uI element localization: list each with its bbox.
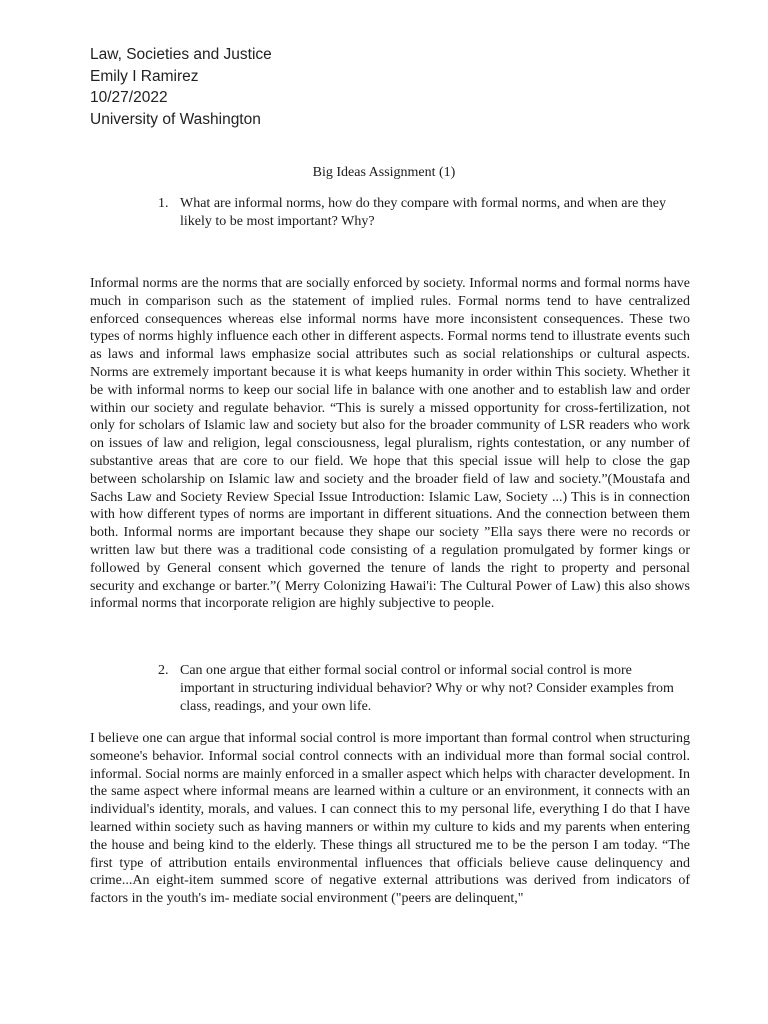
- page-title: Big Ideas Assignment (1): [312, 165, 456, 180]
- question-number: 2.: [158, 663, 169, 678]
- question-number: 1.: [158, 196, 169, 211]
- school-name: University of Washington: [90, 110, 261, 128]
- document-header: [90, 44, 272, 130]
- question-text: Can one argue that either formal social control or informal social control is more important in structuring individual behavior? Why or why not? Consider examples from class, readings, and your own life.: [180, 663, 674, 714]
- question-1: [158, 195, 678, 231]
- question-text: What are informal norms, how do they compare with formal norms, and when are they likely to be most important? Why?: [180, 196, 666, 229]
- question-2: [158, 662, 678, 715]
- document-date: 10/27/2022: [90, 89, 168, 106]
- course-name: Law, Societies and Justice: [90, 46, 272, 63]
- answer-paragraph-1: Informal norms are the norms that are socially enforced by society. Informal norms and formal norms have much in comparison such as the statement of implied rules. Formal norms tend to have centralized enforced consequences whereas else informal norms have more inconsistent consequences. These two types of norms highly influence each other in different aspects. Formal norms tend to illustrate events such as laws and informal laws emphasize social attributes such as social relationships or cultural aspects. Norms are extremely important because it is what keeps humanity in order within This society. Whether it be with informal norms to keep our social life in balance with one another and to establish law and order within our society and regulate behavior. “This is surely a missed opportunity for cross-fertilization, not only for scholars of Islamic law and society but also for the broader community of LSR readers who work on issues of law and religion, legal consciousness, legal pluralism, rights contestation, or any number of substantive areas that are core to our field. We hope that this special issue will help to close the gap between scholarship on Islamic law and society and the broader field of law and society.”(Moustafa and Sachs Law and Society Review Special Issue Introduction: Islamic Law, Society ...) This is in connection with how different types of norms are important in different situations. And the connection between them both. Informal norms are important because they shape our society ”Ella says there were no records or written law but there was a traditional code consisting of a regulation promulgated by former kings or followed by General consent which governed the tenure of lands the right to property and personal security and exchange or barter.”( Merry Colonizing Hawai'i: The Cultural Power of Law) this also shows informal norms that incorporate religion are highly subjective to people.: [90, 276, 690, 612]
- answer-paragraph-2: I believe one can argue that informal social control is more important than formal control when structuring someone's behavior. Informal social control connects with an individual more than formal social control. informal. Social norms are mainly enforced in a smaller aspect which helps with character development. In the same aspect where informal means are learned within a culture or an environment, it connects with an individual's identity, morals, and values. I can connect this to my personal life, everything I do that I have learned within society such as having manners or within my culture to kids and my parents when entering the house and being kind to the elderly. These things all structured me to be the person I am today. “The first type of attribution entails environmental influences that officials believe cause delinquency and crime...An eight-item summed score of negative external attributions was derived from indicators of factors in the youth's im- mediate social environment ("peers are delinquent,": [90, 731, 690, 907]
- student-name: Emily I Ramirez: [90, 67, 199, 85]
